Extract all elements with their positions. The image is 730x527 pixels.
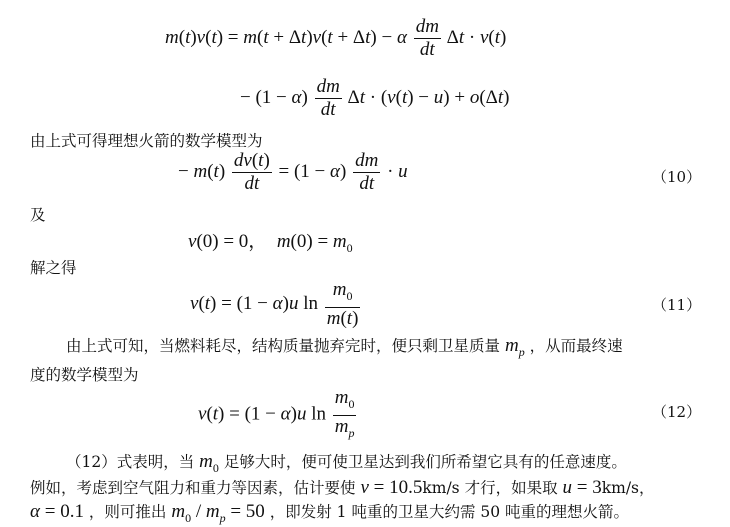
- paragraph-result-line-2: 度的数学模型为: [30, 366, 139, 384]
- paragraph-intro-model: 由上式可得理想火箭的数学模型为: [30, 132, 263, 150]
- paragraph-conclusion-text-1: （12）式表明，当: [66, 453, 195, 471]
- equation-10: − m(t) $\frac{dv(t)}{dt}$ = (1 − α) $\frac{dm}{dt}$ · u: [178, 150, 408, 194]
- equation-momentum-line-1: m(t)v(t) = m(t + Δt)v(t + Δt) − α $\frac{dm}{dt}$ Δt · v(t): [165, 16, 507, 60]
- inline-u-unit: km/s: [601, 479, 640, 497]
- inline-mass-ratio: $m_0 / m_p = 50$: [171, 501, 265, 525]
- paragraph-example-text-4: ，则可推出: [88, 503, 167, 521]
- inline-v-unit: km/s: [422, 479, 460, 497]
- paragraph-example-line-1: [30, 476, 655, 499]
- inline-v-target: v = 10.5: [360, 477, 423, 498]
- equation-momentum-line-2: − (1 − α) $\frac{dm}{dt}$ Δt · (v(t) − u) + o(Δt): [240, 76, 510, 120]
- equation-11: v(t) = (1 − α)u ln $\frac{m_0}{m(t)}$: [190, 279, 359, 329]
- paragraph-conclusion: [66, 450, 627, 476]
- paragraph-solve: 解之得: [30, 259, 77, 277]
- symbol-m-p: $m_p$: [504, 335, 525, 359]
- paragraph-example-text-2: 才行，如果取: [464, 479, 558, 497]
- paragraph-result-text-1: 由上式可知，当燃料耗尽，结构质量抛弃完时，便只剩卫星质量: [66, 337, 501, 355]
- paragraph-and: 及: [30, 206, 46, 224]
- inline-u-value: u = 3: [562, 477, 602, 498]
- equation-initial-conditions: v(0) = 0， $m(0) = m_0$: [188, 231, 353, 255]
- equation-number-12: （12）: [652, 403, 702, 421]
- equation-number-11: （11）: [652, 296, 702, 314]
- paragraph-conclusion-text-2: 足够大时，便可使卫星达到我们所希望它具有的任意速度。: [223, 453, 627, 471]
- equation-number-10: （10）: [652, 168, 702, 186]
- paragraph-example-line-2: [30, 500, 629, 526]
- paragraph-example-text-5: ，即发射 1 吨重的卫星大约需 50 吨重的理想火箭。: [269, 503, 630, 521]
- equation-12: v(t) = (1 − α)u ln $\frac{m_0}{m_p}$: [198, 387, 355, 440]
- inline-alpha-value: α = 0.1: [30, 501, 84, 522]
- paragraph-example-text-3: ，: [639, 479, 655, 497]
- symbol-m-0: $m_0$: [199, 451, 219, 475]
- paragraph-example-text-1: 例如，考虑到空气阻力和重力等因素，估计要使: [30, 479, 356, 497]
- paragraph-result-text-2: ，从而最终速: [529, 337, 623, 355]
- paragraph-result: [66, 334, 623, 360]
